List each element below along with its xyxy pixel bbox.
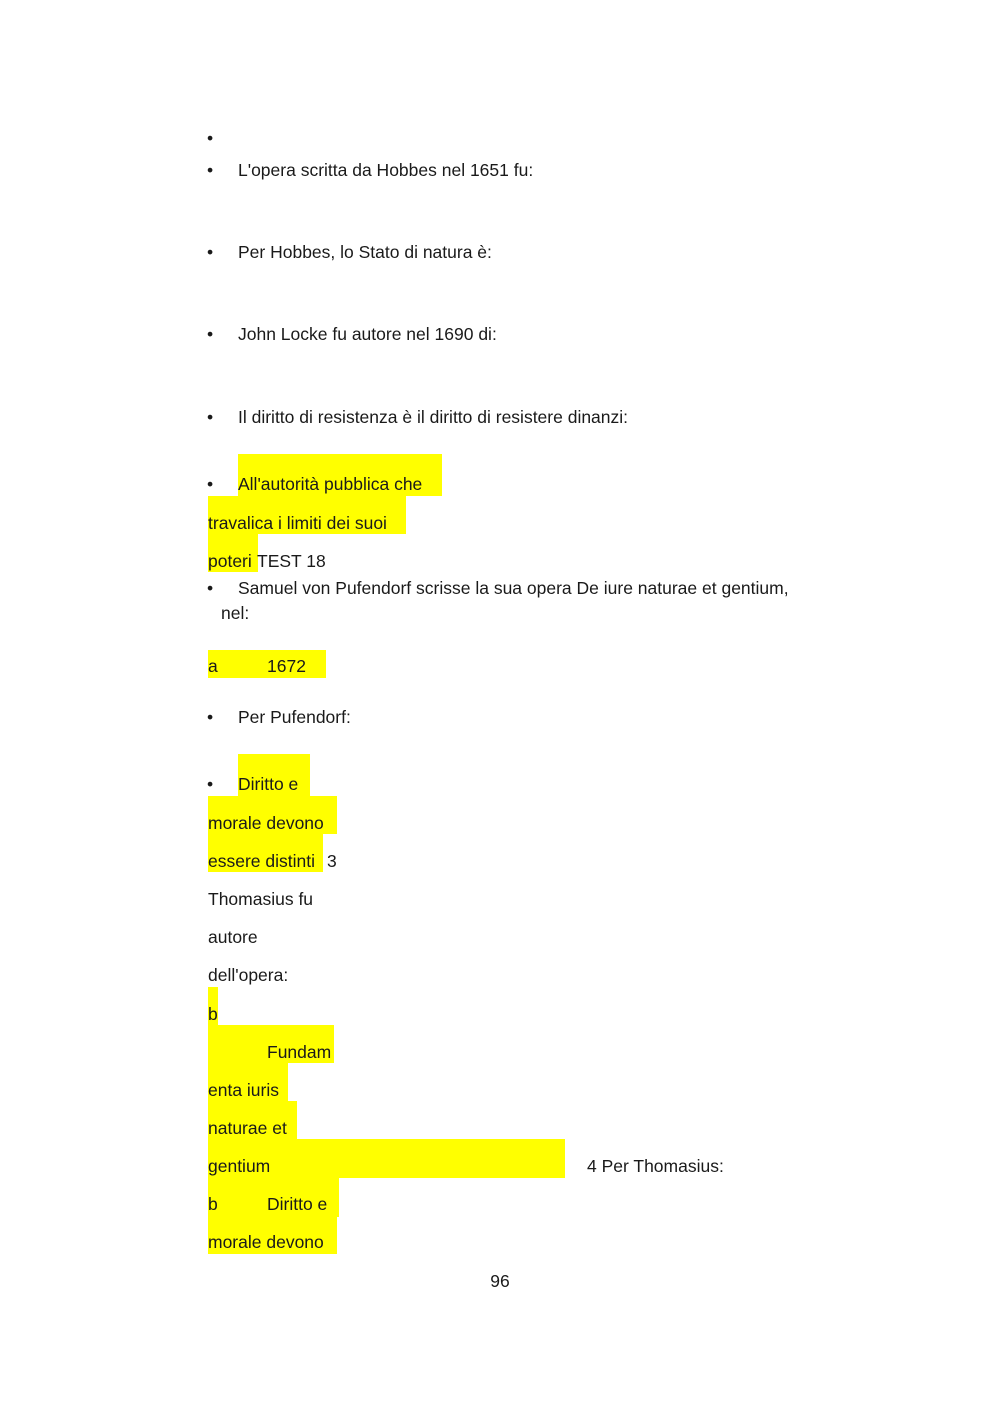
answer-pufendorf-line-2: morale devono <box>208 813 324 833</box>
answer-letter: a <box>208 656 218 676</box>
question-pufendorf: Per Pufendorf: <box>238 707 351 727</box>
question-resistenza: Il diritto di resistenza è il diritto di resistere dinanzi: <box>238 407 629 427</box>
answer-letter: b <box>208 1004 218 1024</box>
bullet-icon: • <box>207 160 214 180</box>
question-locke: John Locke fu autore nel 1690 di: <box>238 324 497 344</box>
answer-thomasius-opera-line-2: enta iuris <box>208 1080 280 1100</box>
answer-letter: b <box>208 1194 218 1214</box>
bullet-icon: • <box>207 578 214 598</box>
answer-thomasius-opera-line-1: Fundam <box>267 1042 332 1062</box>
question-pufendorf-opera-line-1: Samuel von Pufendorf scrisse la sua opera De iure naturae et gentium, <box>238 578 789 598</box>
question-thomasius-opera-line-3: dell'opera: <box>208 965 289 985</box>
answer-pufendorf-line-3: essere distinti <box>208 851 315 871</box>
question-hobbes-stato: Per Hobbes, lo Stato di natura è: <box>238 242 492 262</box>
bullet-icon: • <box>207 324 214 344</box>
bullet-icon: • <box>207 407 214 427</box>
bullet-icon: • <box>207 774 214 794</box>
question-number: 3 <box>327 851 337 871</box>
bullet-icon: • <box>207 474 214 494</box>
answer-pufendorf-year: 1672 <box>267 656 306 676</box>
answer-thomasius-line-1: Diritto e <box>267 1194 328 1214</box>
answer-thomasius-opera-line-3: naturae et <box>208 1118 287 1138</box>
question-thomasius-opera-line-2: autore <box>208 927 258 947</box>
answer-resistenza-line-1: All'autorità pubblica che <box>238 474 423 494</box>
question-thomasius-opera-line-1: Thomasius fu <box>208 889 314 909</box>
bullet-icon: • <box>207 707 214 727</box>
question-thomasius: 4 Per Thomasius: <box>587 1156 724 1176</box>
answer-resistenza-line-2: travalica i limiti dei suoi <box>208 513 387 533</box>
test-label: TEST 18 <box>257 551 326 571</box>
bullet-icon: • <box>207 128 214 148</box>
answer-pufendorf-line-1: Diritto e <box>238 774 299 794</box>
answer-thomasius-opera-line-4: gentium <box>208 1156 271 1176</box>
bullet-icon: • <box>207 242 214 262</box>
answer-thomasius-line-2: morale devono <box>208 1232 324 1252</box>
answer-resistenza-line-3: poteri <box>208 551 252 571</box>
page-number: 96 <box>490 1271 510 1291</box>
question-pufendorf-opera-line-2: nel: <box>221 603 250 623</box>
question-hobbes-opera: L'opera scritta da Hobbes nel 1651 fu: <box>238 160 534 180</box>
